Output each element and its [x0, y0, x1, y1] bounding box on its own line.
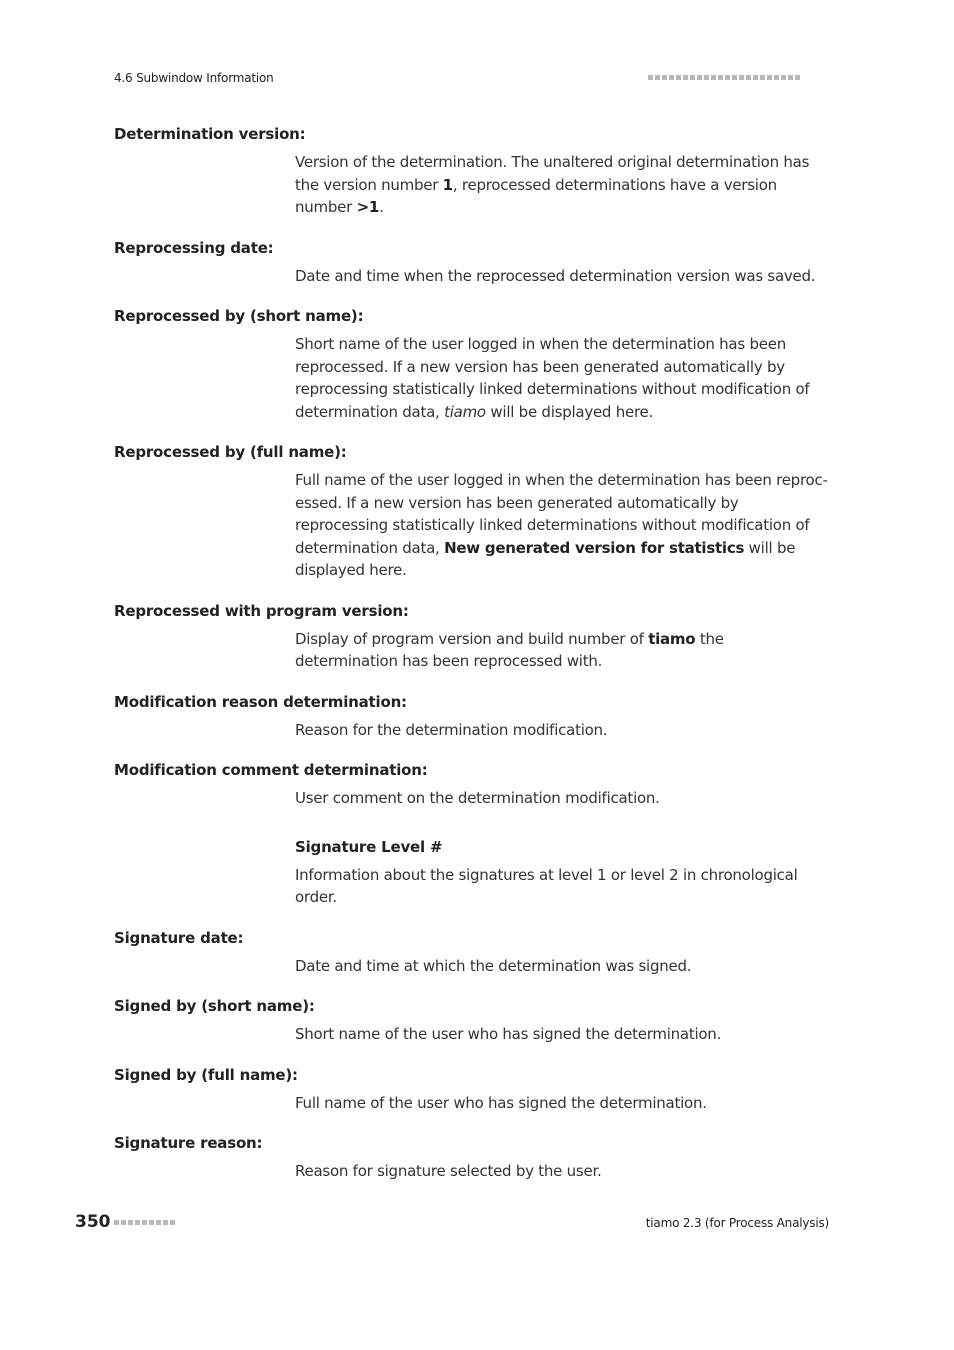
definition-entry	[114, 306, 830, 423]
dot	[655, 75, 660, 80]
emphasis-bold: New generated version for statistics	[444, 538, 745, 557]
emphasis-bold: 1	[442, 175, 453, 194]
dot	[121, 1220, 126, 1225]
footer-dot-bar	[114, 1220, 175, 1225]
dot	[676, 75, 681, 80]
dot	[149, 1220, 154, 1225]
definition-entry	[114, 928, 830, 978]
dot	[142, 1220, 147, 1225]
dot	[781, 75, 786, 80]
definition-entry	[114, 601, 830, 673]
signature-level-heading: Signature Level #	[295, 837, 443, 856]
definition-description: Reason for the determination modification.	[295, 720, 608, 739]
dot	[718, 75, 723, 80]
header-dot-bar	[648, 75, 800, 80]
dot	[135, 1220, 140, 1225]
definition-description: Reason for signature selected by the user.	[295, 1162, 602, 1180]
definition-entry	[114, 442, 830, 582]
dot	[690, 75, 695, 80]
definition-term: Signature date:	[114, 928, 244, 947]
definition-term: Signed by (full name):	[114, 1065, 298, 1084]
dot	[163, 1220, 168, 1225]
dot	[788, 75, 793, 80]
dot	[128, 1220, 133, 1225]
signature-level-description: Information about the signatures at level 1 or level 2 in chronological order.	[295, 865, 798, 906]
definition-term: Signature reason:	[114, 1134, 263, 1152]
dot	[739, 75, 744, 80]
emphasis-italic: tiamo	[444, 402, 486, 421]
dot	[114, 1220, 119, 1225]
emphasis-bold: tiamo	[648, 629, 696, 648]
definition-entry	[114, 692, 830, 742]
footer-product: tiamo 2.3 (for Process Analysis)	[645, 1216, 829, 1230]
emphasis-bold: >1	[356, 198, 380, 216]
dot	[795, 75, 800, 80]
definition-term: Reprocessed by (full name):	[114, 443, 347, 461]
definition-term: Reprocessing date:	[114, 238, 274, 257]
page-content	[114, 124, 830, 1202]
dot	[746, 75, 751, 80]
definition-description: Display of program version and build number of tiamo the determination has been reprocessed with.	[295, 629, 724, 670]
definition-term: Reprocessed with program version:	[114, 601, 409, 620]
definition-term: Modification reason determination:	[114, 692, 407, 711]
dot	[156, 1220, 161, 1225]
definition-term: Determination version:	[114, 125, 306, 143]
dot	[753, 75, 758, 80]
definition-description: Full name of the user logged in when the determination has been reprocessed. If a new version has been generated automatically by reprocessing statistically linked determinations without modification of determination data, New generated version for statistics will be displayed here.	[295, 471, 828, 579]
definition-description: Date and time when the reprocessed determination version was saved.	[295, 266, 816, 285]
dot	[767, 75, 772, 80]
dot	[711, 75, 716, 80]
dot	[725, 75, 730, 80]
dot	[170, 1220, 175, 1225]
dot	[704, 75, 709, 80]
dot	[683, 75, 688, 80]
definition-entry	[114, 238, 830, 288]
dot	[662, 75, 667, 80]
definition-entry	[114, 124, 830, 219]
definition-term: Modification comment determination:	[114, 761, 428, 779]
dot	[774, 75, 779, 80]
definition-entry	[114, 760, 830, 810]
definition-list	[114, 124, 830, 810]
definition-term: Reprocessed by (short name):	[114, 307, 364, 325]
definition-description: Short name of the user logged in when the determination has been reprocessed. If a new version has been generated automatically by reprocessing statistically linked determinations without modification of determination data, tiamo will be displayed here.	[295, 335, 810, 421]
definition-description: Full name of the user who has signed the determination.	[295, 1093, 707, 1112]
definition-description: Short name of the user who has signed the determination.	[295, 1025, 722, 1043]
signature-definition-list	[114, 928, 830, 1183]
definition-description: User comment on the determination modification.	[295, 789, 660, 807]
dot	[669, 75, 674, 80]
page-number: 350	[75, 1212, 111, 1232]
definition-term: Signed by (short name):	[114, 997, 315, 1015]
definition-entry	[114, 1065, 830, 1115]
definition-entry	[114, 996, 830, 1046]
dot	[732, 75, 737, 80]
running-header-section: 4.6 Subwindow Information	[114, 71, 274, 85]
dot	[697, 75, 702, 80]
definition-description: Date and time at which the determination was signed.	[295, 956, 692, 975]
definition-description: Version of the determination. The unaltered original determination has the version number 1, reprocessed determinations have a version number >1.	[295, 153, 810, 216]
dot	[760, 75, 765, 80]
dot	[648, 75, 653, 80]
definition-entry	[114, 1133, 830, 1183]
